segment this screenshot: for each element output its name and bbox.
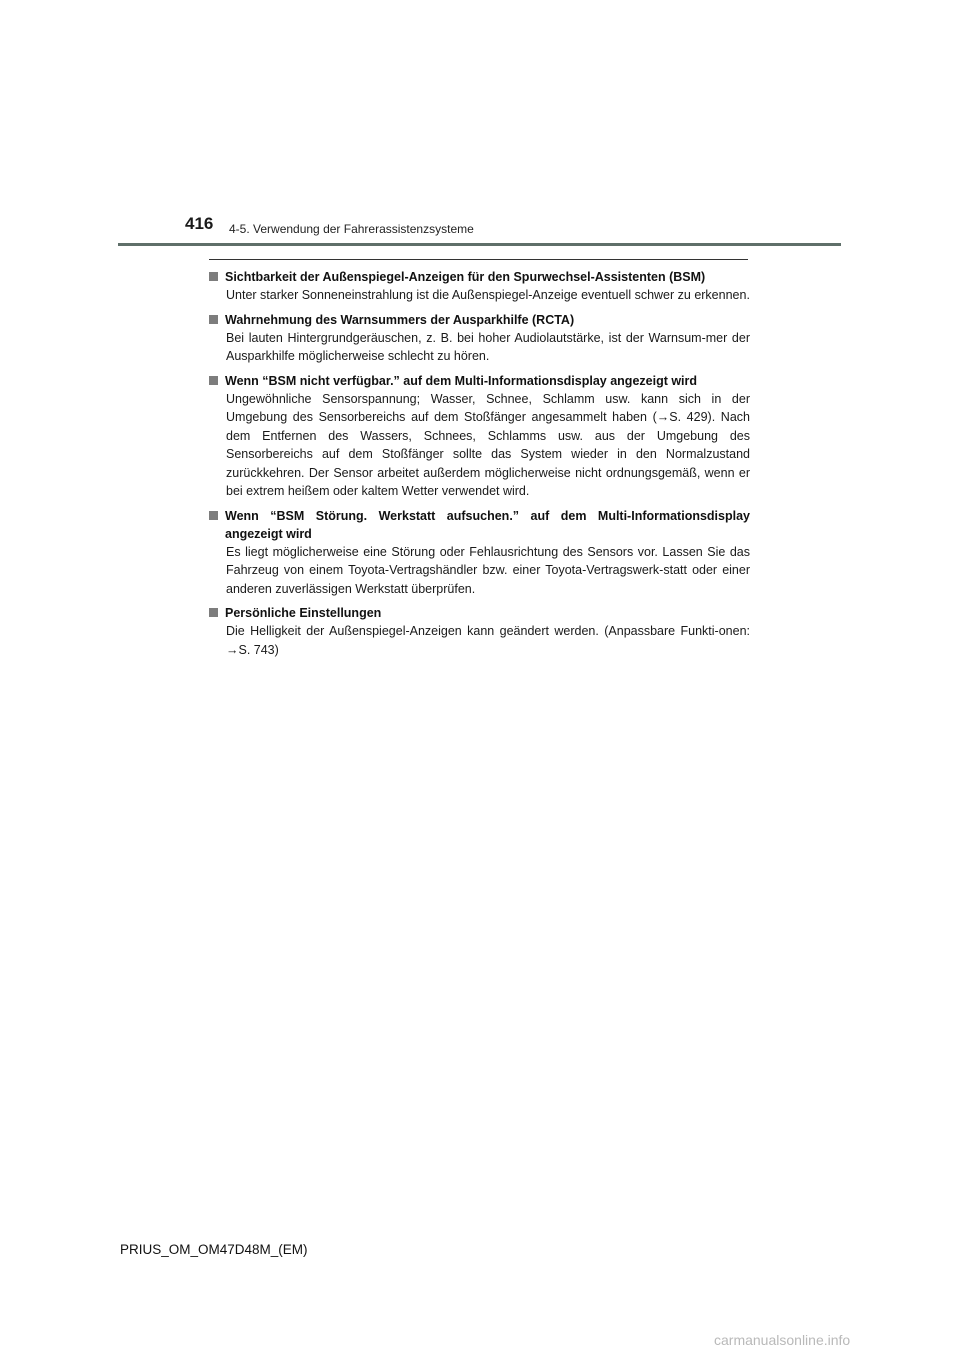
section-heading-text: Wenn “BSM nicht verfügbar.” auf dem Multi-Informationsdisplay angezeigt wird xyxy=(225,373,698,388)
page-number: 416 xyxy=(185,214,214,233)
document-code: PRIUS_OM_OM47D48M_(EM) xyxy=(120,1242,308,1257)
section-heading-text: Persönliche Einstellungen xyxy=(225,606,382,620)
square-bullet-icon xyxy=(209,376,218,385)
section-heading-text: Wenn “BSM Störung. Werkstatt aufsuchen.” auf dem Multi-Informationsdisplay angezeigt wird xyxy=(225,508,750,541)
chapter-title: 4-5. Verwendung der Fahrerassistenzsysteme xyxy=(229,222,474,236)
section-heading xyxy=(209,507,750,543)
section-heading xyxy=(209,311,750,329)
section-body: Es liegt möglicherweise eine Störung oder Fehlausrichtung des Sensors vor. Lassen Sie das Fahrzeug von einem Toyota-Vertragshändler bzw. einer Toyota-Vertragswerk-statt oder einer anderen zuverlässigen Werkstatt überprüfen. xyxy=(226,544,750,596)
header-divider xyxy=(118,243,841,246)
section-heading xyxy=(209,372,750,390)
section-bsm-visibility xyxy=(209,268,750,305)
content-area xyxy=(209,268,750,665)
watermark: carmanualsonline.info xyxy=(714,1332,851,1348)
square-bullet-icon xyxy=(209,608,218,617)
section-heading-text: Wahrnehmung des Warnsummers der Ausparkhilfe (RCTA) xyxy=(225,312,575,327)
square-bullet-icon xyxy=(209,511,218,520)
section-body: Die Helligkeit der Außenspiegel-Anzeigen kann geändert werden. (Anpassbare Funkti-onen: →S. 743) xyxy=(226,624,750,657)
section-bsm-unavailable xyxy=(209,372,750,501)
section-rcta-buzzer xyxy=(209,311,750,366)
section-heading-text: Sichtbarkeit der Außenspiegel-Anzeigen für den Spurwechsel-Assistenten (BSM) xyxy=(225,270,706,284)
section-personal-settings xyxy=(209,604,750,659)
section-heading xyxy=(209,604,750,622)
square-bullet-icon xyxy=(209,315,218,324)
content-divider xyxy=(209,259,748,260)
section-bsm-malfunction xyxy=(209,507,750,599)
section-body: Ungewöhnliche Sensorspannung; Wasser, Schnee, Schlamm usw. kann sich in der Umgebung des Sensorbereichs auf dem Stoßfänger angesammelt haben (→S. 429). Nach dem Entfernen des Wassers, Schnees, Schlamms usw. aus der Umgebung des Sensorbereichs auf dem Stoßfänger sollte das System wieder in den Normalzustand zurückkehren. Der Sensor arbeitet außerdem möglicherweise nicht ordnungsgemäß, wenn er bei extrem heißem oder kaltem Wetter verwendet wird. xyxy=(226,391,750,498)
square-bullet-icon xyxy=(209,272,218,281)
section-heading xyxy=(209,268,750,286)
section-body: Unter starker Sonneneinstrahlung ist die Außenspiegel-Anzeige eventuell schwer zu erkennen. xyxy=(226,288,750,302)
section-body: Bei lauten Hintergrundgeräuschen, z. B. bei hoher Audiolautstärke, ist der Warnsum-mer der Ausparkhilfe möglicherweise schlecht zu hören. xyxy=(226,330,750,363)
